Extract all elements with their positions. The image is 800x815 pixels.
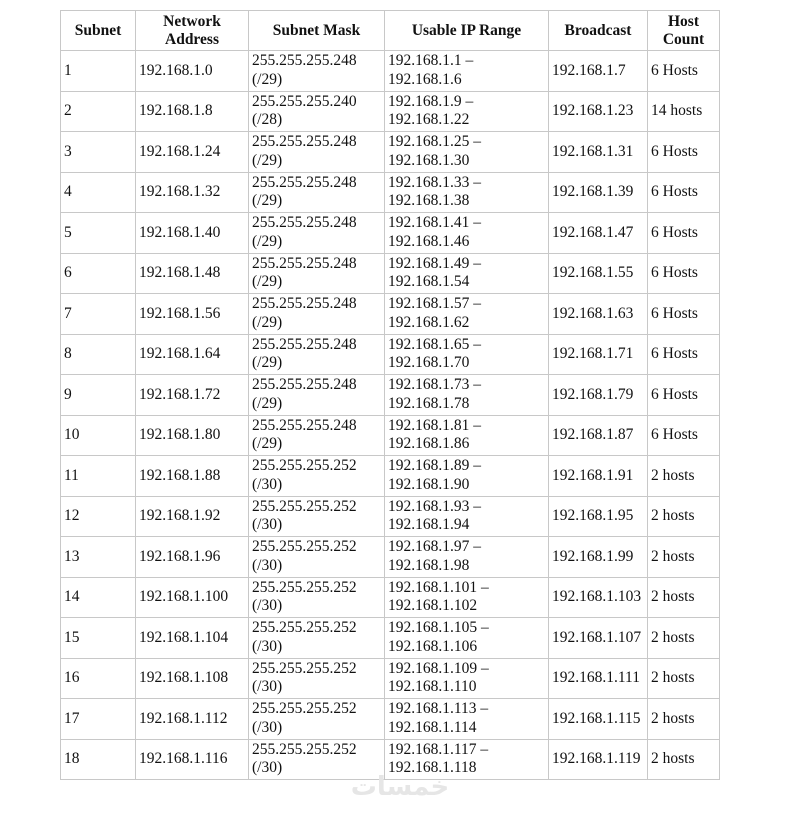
- cell-broadcast: 192.168.1.7: [549, 51, 648, 92]
- cell-network-address: 192.168.1.64: [136, 334, 249, 375]
- cell-host-count: 2 hosts: [648, 496, 720, 537]
- watermark-logo: خمسات: [350, 772, 450, 802]
- cell-network-address: 192.168.1.100: [136, 577, 249, 618]
- cell-subnet: 14: [61, 577, 136, 618]
- cell-broadcast: 192.168.1.23: [549, 91, 648, 132]
- cell-usable-ip-range: 192.168.1.101 – 192.168.1.102: [385, 577, 549, 618]
- cell-broadcast: 192.168.1.103: [549, 577, 648, 618]
- cell-network-address: 192.168.1.80: [136, 415, 249, 456]
- subnet-table: [60, 10, 720, 780]
- cell-host-count: 2 hosts: [648, 739, 720, 780]
- cell-subnet-mask: 255.255.255.248 (/29): [249, 415, 385, 456]
- cell-host-count: 2 hosts: [648, 456, 720, 497]
- table-body: [61, 51, 720, 780]
- cell-subnet: 16: [61, 658, 136, 699]
- table-row: [61, 415, 720, 456]
- cell-broadcast: 192.168.1.95: [549, 496, 648, 537]
- cell-network-address: 192.168.1.104: [136, 618, 249, 659]
- cell-host-count: 2 hosts: [648, 618, 720, 659]
- cell-broadcast: 192.168.1.39: [549, 172, 648, 213]
- cell-subnet: 4: [61, 172, 136, 213]
- cell-host-count: 2 hosts: [648, 699, 720, 740]
- table-row: [61, 537, 720, 578]
- cell-usable-ip-range: 192.168.1.9 – 192.168.1.22: [385, 91, 549, 132]
- cell-subnet: 6: [61, 253, 136, 294]
- header-network-address: Network Address: [136, 11, 249, 51]
- cell-usable-ip-range: 192.168.1.41 – 192.168.1.46: [385, 213, 549, 254]
- cell-broadcast: 192.168.1.99: [549, 537, 648, 578]
- cell-usable-ip-range: 192.168.1.57 – 192.168.1.62: [385, 294, 549, 335]
- table-row: [61, 618, 720, 659]
- cell-usable-ip-range: 192.168.1.113 – 192.168.1.114: [385, 699, 549, 740]
- cell-broadcast: 192.168.1.79: [549, 375, 648, 416]
- cell-subnet-mask: 255.255.255.248 (/29): [249, 172, 385, 213]
- cell-usable-ip-range: 192.168.1.117 – 192.168.1.118: [385, 739, 549, 780]
- cell-network-address: 192.168.1.32: [136, 172, 249, 213]
- table-row: [61, 375, 720, 416]
- cell-usable-ip-range: 192.168.1.25 – 192.168.1.30: [385, 132, 549, 173]
- table-row: [61, 456, 720, 497]
- cell-broadcast: 192.168.1.55: [549, 253, 648, 294]
- cell-broadcast: 192.168.1.71: [549, 334, 648, 375]
- cell-subnet-mask: 255.255.255.248 (/29): [249, 334, 385, 375]
- cell-network-address: 192.168.1.72: [136, 375, 249, 416]
- cell-network-address: 192.168.1.92: [136, 496, 249, 537]
- table-row: [61, 658, 720, 699]
- header-usable-ip-range: Usable IP Range: [385, 11, 549, 51]
- cell-usable-ip-range: 192.168.1.33 – 192.168.1.38: [385, 172, 549, 213]
- cell-network-address: 192.168.1.56: [136, 294, 249, 335]
- cell-broadcast: 192.168.1.63: [549, 294, 648, 335]
- cell-subnet: 2: [61, 91, 136, 132]
- cell-host-count: 6 Hosts: [648, 334, 720, 375]
- cell-subnet: 15: [61, 618, 136, 659]
- cell-host-count: 14 hosts: [648, 91, 720, 132]
- cell-host-count: 6 Hosts: [648, 253, 720, 294]
- header-broadcast: Broadcast: [549, 11, 648, 51]
- header-row: [61, 11, 720, 51]
- cell-host-count: 6 Hosts: [648, 294, 720, 335]
- cell-host-count: 2 hosts: [648, 658, 720, 699]
- cell-subnet: 17: [61, 699, 136, 740]
- cell-subnet-mask: 255.255.255.248 (/29): [249, 253, 385, 294]
- cell-broadcast: 192.168.1.91: [549, 456, 648, 497]
- cell-subnet: 12: [61, 496, 136, 537]
- cell-host-count: 6 Hosts: [648, 213, 720, 254]
- cell-subnet: 8: [61, 334, 136, 375]
- cell-subnet: 10: [61, 415, 136, 456]
- cell-network-address: 192.168.1.96: [136, 537, 249, 578]
- table-row: [61, 294, 720, 335]
- header-host-count: Host Count: [648, 11, 720, 51]
- cell-network-address: 192.168.1.48: [136, 253, 249, 294]
- cell-subnet-mask: 255.255.255.252 (/30): [249, 658, 385, 699]
- header-subnet-mask: Subnet Mask: [249, 11, 385, 51]
- cell-subnet-mask: 255.255.255.252 (/30): [249, 456, 385, 497]
- cell-host-count: 6 Hosts: [648, 415, 720, 456]
- cell-usable-ip-range: 192.168.1.73 – 192.168.1.78: [385, 375, 549, 416]
- cell-network-address: 192.168.1.0: [136, 51, 249, 92]
- cell-subnet: 11: [61, 456, 136, 497]
- cell-network-address: 192.168.1.40: [136, 213, 249, 254]
- cell-subnet: 3: [61, 132, 136, 173]
- cell-host-count: 2 hosts: [648, 537, 720, 578]
- cell-broadcast: 192.168.1.115: [549, 699, 648, 740]
- cell-usable-ip-range: 192.168.1.65 – 192.168.1.70: [385, 334, 549, 375]
- cell-subnet-mask: 255.255.255.248 (/29): [249, 51, 385, 92]
- cell-host-count: 6 Hosts: [648, 172, 720, 213]
- cell-usable-ip-range: 192.168.1.1 – 192.168.1.6: [385, 51, 549, 92]
- cell-broadcast: 192.168.1.107: [549, 618, 648, 659]
- cell-network-address: 192.168.1.108: [136, 658, 249, 699]
- cell-host-count: 6 Hosts: [648, 51, 720, 92]
- table-row: [61, 172, 720, 213]
- cell-subnet-mask: 255.255.255.248 (/29): [249, 213, 385, 254]
- cell-subnet: 18: [61, 739, 136, 780]
- cell-usable-ip-range: 192.168.1.89 – 192.168.1.90: [385, 456, 549, 497]
- table-row: [61, 334, 720, 375]
- cell-broadcast: 192.168.1.111: [549, 658, 648, 699]
- cell-broadcast: 192.168.1.87: [549, 415, 648, 456]
- cell-network-address: 192.168.1.116: [136, 739, 249, 780]
- table-row: [61, 253, 720, 294]
- table-row: [61, 699, 720, 740]
- cell-subnet: 7: [61, 294, 136, 335]
- cell-subnet: 1: [61, 51, 136, 92]
- cell-network-address: 192.168.1.112: [136, 699, 249, 740]
- cell-network-address: 192.168.1.24: [136, 132, 249, 173]
- cell-subnet-mask: 255.255.255.252 (/30): [249, 699, 385, 740]
- header-subnet: Subnet: [61, 11, 136, 51]
- cell-subnet: 13: [61, 537, 136, 578]
- table-row: [61, 91, 720, 132]
- cell-broadcast: 192.168.1.31: [549, 132, 648, 173]
- cell-subnet-mask: 255.255.255.252 (/30): [249, 577, 385, 618]
- table-row: [61, 51, 720, 92]
- cell-subnet: 5: [61, 213, 136, 254]
- cell-host-count: 2 hosts: [648, 577, 720, 618]
- cell-subnet: 9: [61, 375, 136, 416]
- cell-network-address: 192.168.1.88: [136, 456, 249, 497]
- cell-usable-ip-range: 192.168.1.97 – 192.168.1.98: [385, 537, 549, 578]
- cell-subnet-mask: 255.255.255.252 (/30): [249, 496, 385, 537]
- cell-network-address: 192.168.1.8: [136, 91, 249, 132]
- cell-usable-ip-range: 192.168.1.81 – 192.168.1.86: [385, 415, 549, 456]
- cell-broadcast: 192.168.1.119: [549, 739, 648, 780]
- table-row: [61, 577, 720, 618]
- table-row: [61, 213, 720, 254]
- cell-host-count: 6 Hosts: [648, 375, 720, 416]
- cell-subnet-mask: 255.255.255.240 (/28): [249, 91, 385, 132]
- cell-usable-ip-range: 192.168.1.105 – 192.168.1.106: [385, 618, 549, 659]
- table-row: [61, 132, 720, 173]
- cell-usable-ip-range: 192.168.1.93 – 192.168.1.94: [385, 496, 549, 537]
- cell-subnet-mask: 255.255.255.248 (/29): [249, 294, 385, 335]
- cell-broadcast: 192.168.1.47: [549, 213, 648, 254]
- cell-host-count: 6 Hosts: [648, 132, 720, 173]
- table-row: [61, 496, 720, 537]
- cell-subnet-mask: 255.255.255.248 (/29): [249, 132, 385, 173]
- table-header: [61, 11, 720, 51]
- cell-usable-ip-range: 192.168.1.109 – 192.168.1.110: [385, 658, 549, 699]
- cell-subnet-mask: 255.255.255.248 (/29): [249, 375, 385, 416]
- cell-subnet-mask: 255.255.255.252 (/30): [249, 618, 385, 659]
- cell-usable-ip-range: 192.168.1.49 – 192.168.1.54: [385, 253, 549, 294]
- cell-subnet-mask: 255.255.255.252 (/30): [249, 739, 385, 780]
- cell-subnet-mask: 255.255.255.252 (/30): [249, 537, 385, 578]
